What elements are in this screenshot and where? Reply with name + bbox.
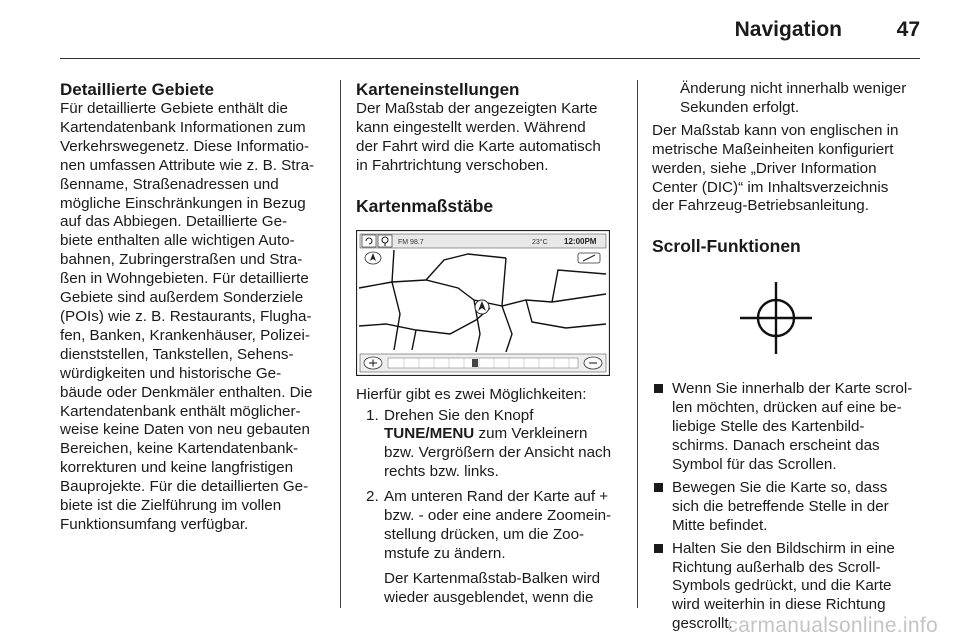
subheading-map-scales: Kartenmaßstäbe [356,195,494,216]
map-time-label: 12:00PM [564,236,597,246]
page-header-title: Navigation [734,18,842,41]
zoom-in-icon [364,357,382,369]
column-rule-right [637,80,638,608]
column-rule-left [340,80,341,608]
column-3 [652,80,924,638]
map-scale-bar [388,358,578,368]
list-item: Wenn Sie innerhalb der Karte scrol- len möchten, drücken auf eine be- liebige Stelle des Kartenbild- schirms. Danach erscheint das Symbol für das Scrollen. [652,380,924,475]
list-item: 2. Am unteren Rand der Karte auf + bzw. - oder eine andere Zoomein- stellung drücken, um die Zoo- mstufe zu ändern. Der Kartenmaßstab-Balken wird wieder ausgeblendet, wenn die [356,488,622,607]
scroll-crosshair-icon [728,270,824,366]
section-heading-detail-areas: Detaillierte Gebiete [60,80,215,99]
list-item: Halten Sie den Bildschirm in eine Richtung außerhalb des Scroll- Symbols gedrückt, und die Karte wird weiterhin in diese Richtung gescrollt. [652,540,924,635]
refresh-icon [362,235,376,247]
map-radio-label: FM 98.7 [398,238,424,246]
map-screen-illustration [356,230,610,376]
column-2 [356,80,622,614]
vehicle-position-icon [475,300,489,314]
watermark: carmanualsonline.info [727,614,938,637]
continued-note: Änderung nicht innerhalb weniger Sekunden erfolgt. [680,80,907,116]
section-heading-scroll-functions: Scroll-Funktionen [652,236,801,257]
bullet-square-icon [654,544,663,553]
compass-icon [365,252,381,264]
list-item: Bewegen Sie die Karte so, dass sich die betreffende Stelle in der Mitte befindet. [652,479,924,536]
section-heading-map-settings: Karteneinstellungen [356,80,520,99]
options-intro: Hierfür gibt es zwei Möglichkeiten: [356,385,587,403]
units-paragraph: Der Maßstab kann von englischen in metrische Maßeinheiten konfiguriert werden, siehe „Driver Information Center (DIC)“ im Inhaltsverzeichnis der Fahrzeug-Betriebsanleitung. [652,121,899,215]
map-settings-paragraph: Der Maßstab der angezeigten Karte kann eingestellt werden. Während der Fahrt wird die Karte automatisch in Fahrtrichtung verschoben. [356,100,601,174]
column-1 [60,80,326,535]
zoom-out-icon [584,357,602,369]
poi-icon [378,235,392,247]
tune-menu-knob-label: TUNE/MENU [384,425,475,443]
list-item: 1. Drehen Sie den Knopf TUNE/MENU zum Verkleinern bzw. Vergrößern der Ansicht nach rechts bzw. links. [366,406,612,481]
options-list [356,407,622,608]
map-temperature-label: 23°C [532,238,548,246]
detail-areas-paragraph: Für detaillierte Gebiete enthält die Kartendatenbank Informationen zum Verkehrswegenetz. Diese Informatio- nen umfassen Attribute wie z. B. Stra- ßenname, Straßenadressen und mögliche Einschränkungen in Bezug auf das Abbiegen. Detaillierte Ge- biete enthalten alle wichtigen Auto- bahnen, Zubringerstraßen und Stra- ßen in Wohngebieten. Für detaillierte Gebiete sind außerdem Sonderziele (POIs) wie z. B. Restaurants, Flugha- fen, Banken, Krankenhäuser, Polizei- dienststellen, Tankstellen, Sehens- würdigkeiten und historische Ge- bäude oder Denkmäler enthalten. Die Kartendatenbank enthält möglicher- weise keine Daten von neu gebauten Bereichen, keine Kartendatenbank- korrekturen und keine langfristigen Bauprojekte. Für die detaillierten Ge- biete ist die Zielführung im vollen Funktionsumfang verfügbar. [60,100,315,533]
scale-bar-note: Der Kartenmaßstab-Balken wird wieder ausgeblendet, wenn die [384,569,601,606]
scroll-bullet-list [652,380,924,634]
settings-icon [578,253,600,263]
bullet-square-icon [654,384,663,393]
bullet-square-icon [654,483,663,492]
page-number: 47 [896,18,920,41]
header-rule [60,58,920,59]
